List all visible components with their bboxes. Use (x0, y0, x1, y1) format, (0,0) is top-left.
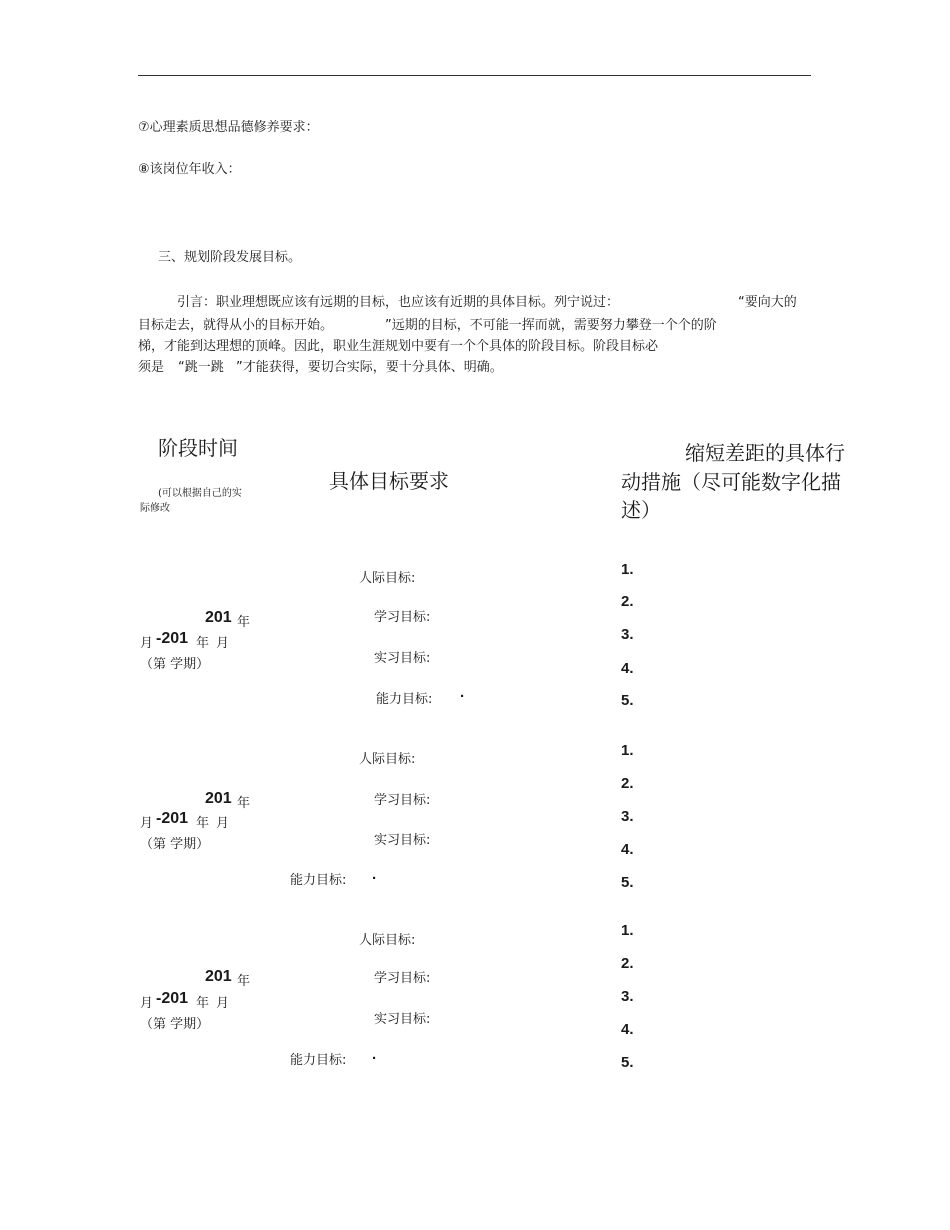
goal-internship: 实习目标: (374, 833, 431, 848)
period-month-char: 月 (140, 996, 154, 1011)
col-stage-time-note-2: 际修改 (140, 503, 170, 514)
measure-1: 1. (621, 922, 634, 939)
period-month-char: 月 (140, 816, 154, 831)
section-heading: 三、规划阶段发展目标。 (158, 250, 302, 265)
goal-ability: 能力目标: (290, 1053, 347, 1068)
col-stage-time-note-1: (可以根据自己的实 (158, 488, 242, 499)
period-end-year: -201 (156, 990, 189, 1007)
period-semester: （第 学期） (140, 657, 210, 672)
goal-ability-dot: . (372, 866, 377, 883)
col-measures-title-3: 述） (621, 498, 661, 522)
item-8: ⑧该岗位年收入： (138, 162, 241, 177)
goal-interpersonal: 人际目标: (359, 933, 416, 948)
intro-line-1a: 引言：职业理想既应该有远期的目标，也应该有近期的具体目标。列宁说过： (177, 295, 620, 310)
goal-ability: 能力目标: (290, 873, 347, 888)
measure-3: 3. (621, 988, 634, 1005)
goal-interpersonal: 人际目标: (359, 571, 416, 586)
period-year-char: 年 (237, 615, 251, 630)
col-measures-title-2: 动措施（尽可能数字化描 (621, 470, 841, 494)
period-end-month-char: 月 (216, 816, 230, 831)
period-start-year: 201 (205, 790, 232, 807)
col-measures-title-1: 缩短差距的具体行 (685, 441, 845, 465)
item-7: ⑦心理素质思想品德修养要求： (138, 120, 319, 135)
period-semester: （第 学期） (140, 837, 210, 852)
period-end-month-char: 月 (216, 636, 230, 651)
period-month-char: 月 (140, 636, 154, 651)
col-goal-title: 具体目标要求 (329, 469, 449, 493)
goal-ability-dot: . (460, 684, 465, 701)
measure-1: 1. (621, 742, 634, 759)
goal-study: 学习目标: (374, 793, 431, 808)
period-end-year-char: 年 (196, 636, 210, 651)
intro-line-4a: 须是 (138, 360, 165, 375)
measure-1: 1. (621, 561, 634, 578)
period-start-year: 201 (205, 968, 232, 985)
goal-internship: 实习目标: (374, 1012, 431, 1027)
period-semester: （第 学期） (140, 1017, 210, 1032)
goal-internship: 实习目标: (374, 651, 431, 666)
period-end-year-char: 年 (196, 816, 210, 831)
goal-study: 学习目标: (374, 610, 431, 625)
period-end-year: -201 (156, 630, 189, 647)
measure-5: 5. (621, 874, 634, 891)
measure-2: 2. (621, 775, 634, 792)
measure-4: 4. (621, 1021, 634, 1038)
period-start-year: 201 (205, 609, 232, 626)
header-rule (138, 75, 811, 76)
measure-4: 4. (621, 841, 634, 858)
intro-line-1b: “要向大的 (738, 295, 797, 310)
goal-study: 学习目标: (374, 971, 431, 986)
col-stage-time-title: 阶段时间 (158, 436, 238, 460)
intro-line-2a: 目标走去，就得从小的目标开始。 (138, 318, 334, 333)
measure-3: 3. (621, 808, 634, 825)
measure-3: 3. (621, 626, 634, 643)
period-end-month-char: 月 (216, 996, 230, 1011)
measure-4: 4. (621, 660, 634, 677)
goal-interpersonal: 人际目标: (359, 752, 416, 767)
period-year-char: 年 (237, 974, 251, 989)
intro-line-4c: ”才能获得，要切合实际，要十分具体、明确。 (236, 360, 503, 375)
period-end-year-char: 年 (196, 996, 210, 1011)
goal-ability: 能力目标: (376, 692, 433, 707)
intro-line-4b: “跳一跳 (178, 360, 224, 375)
measure-2: 2. (621, 955, 634, 972)
measure-2: 2. (621, 593, 634, 610)
measure-5: 5. (621, 1054, 634, 1071)
intro-line-2b: ”远期的目标，不可能一挥而就，需要努力攀登一个个的阶 (385, 318, 717, 333)
period-end-year: -201 (156, 810, 189, 827)
goal-ability-dot: . (372, 1046, 377, 1063)
measure-5: 5. (621, 692, 634, 709)
intro-line-3: 梯，才能到达理想的顶峰。因此，职业生涯规划中要有一个个具体的阶段目标。阶段目标必 (138, 339, 659, 354)
period-year-char: 年 (237, 796, 251, 811)
